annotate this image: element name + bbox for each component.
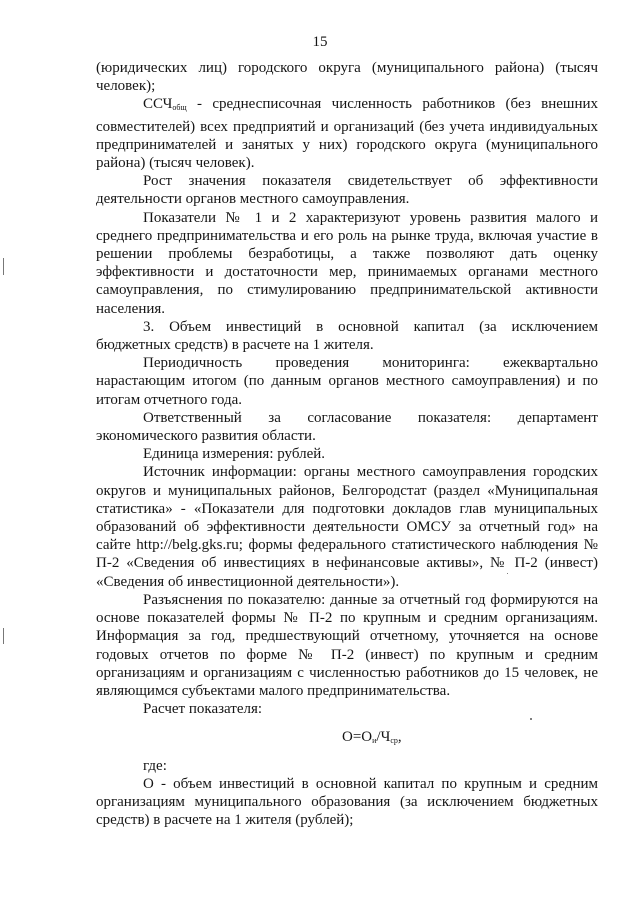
ssch-text: - среднесписочная численность работников (без внешних совместителей) всех предприятий и организаций (без учета индивидуальных предпринимателей и занятых у них) городского округа (муниципального района) (тысяч человек). [96, 96, 598, 172]
paragraph-responsible: Ответственный за согласование показателя: департамент экономического развития области. [96, 409, 598, 445]
paragraph-growth: Рост значения показателя свидетельствует об эффективности деятельности органов местного самоуправления. [96, 173, 598, 208]
scan-margin-mark [3, 258, 4, 275]
paragraph-indicator-3: 3. Объем инвестиций в основной капитал (за исключением бюджетных средств) в расчете на 1 жителя. [96, 318, 598, 354]
ssch-symbol: ССЧ [143, 96, 173, 113]
paragraph-explanation: Разъяснения по показателю: данные за отчетный год формируются на основе показателей формы № П-2 по крупным и средним организациям. Информация за год, предшествующий отчетному, уточняется на основе годовых отчетов по форме № П-2 (инвест) по крупным и средним организациям и организациям с численностью работников до 15 человек, не являющимся субъектами малого предпринимательства. [96, 591, 598, 699]
paragraph-where: где: [143, 757, 167, 774]
page-number: 15 [312, 34, 328, 50]
paragraph-unit: Единица измерения: рублей. [143, 446, 326, 463]
paragraph-o-definition: О - объем инвестиций в основной капитал по крупным и средним организациям муниципального образования (за исключением бюджетных средств) в расчете на 1 жителя (рублей); [96, 775, 598, 829]
formula: $О=О_и/Ч_{ср}$, [342, 729, 402, 746]
paragraph-periodicity: Периодичность проведения мониторинга: ежеквартально нарастающим итогом (по данным органов местного самоуправления) и по итогам отчетного года. [96, 355, 598, 408]
paragraph-legal-entities: (юридических лиц) городского округа (муниципального района) (тысяч человек); [96, 60, 598, 95]
paragraph-calculation: Расчет показателя: [143, 701, 263, 718]
paragraph-ssch-definition [96, 95, 598, 172]
paragraph-indicators-1-2: Показатели № 1 и 2 характеризуют уровень развития малого и среднего предпринимательства и его роль на рынке труда, включая участие в решении проблемы безработицы, а также позволяют дать оценку эффективности и достаточности мер, принимаемых органами местного самоуправления, по стимулированию предпринимательской активности населения. [96, 209, 598, 317]
paragraph-source: Источник информации: органы местного самоуправления городских округов и муниципальных районов, Белгородстат (раздел «Муниципальная статистика» - «Показатели для подготовки докладов глав муниципальных образований об эффективности деятельности ОМСУ за отчетный год» на сайте http://belg.gks.ru; формы федерального статистического наблюдения № П-2 «Сведения об инвестициях в нефинансовые активы», № П-2 (инвест) «Сведения об инвестиционной деятельности»). [96, 464, 598, 590]
ssch-subscript: общ [172, 103, 187, 113]
document-body [96, 59, 598, 829]
scan-margin-mark [3, 628, 4, 644]
